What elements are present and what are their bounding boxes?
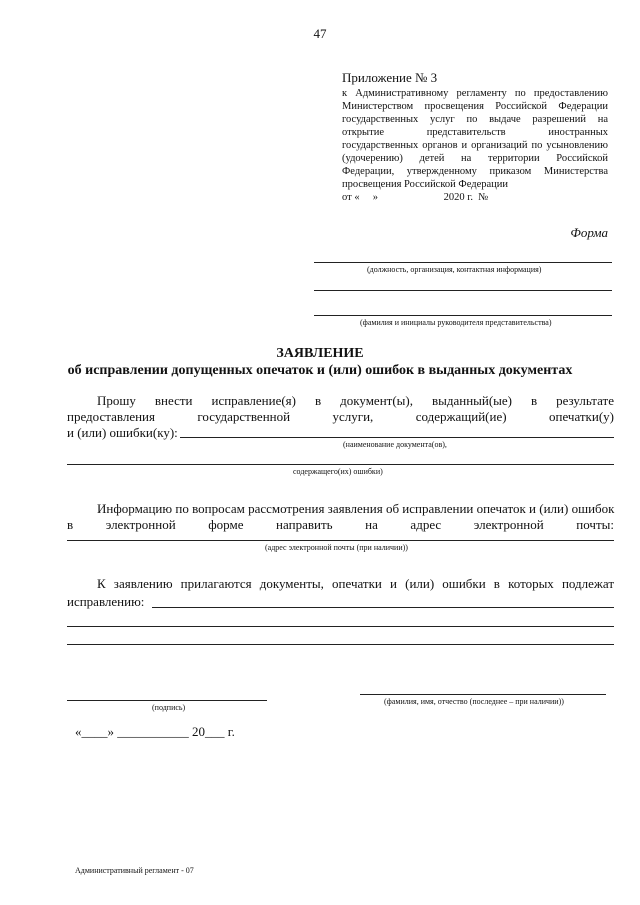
name-caption: (фамилия, имя, отчество (последнее – при наличии))	[384, 697, 564, 706]
appendix-line-6: (удочерению) детей на территории Российской	[342, 153, 608, 164]
head-field-line[interactable]	[314, 315, 612, 316]
head-caption: (фамилия и инициалы руководителя представительства)	[360, 318, 552, 327]
request-line-1: Прошу внести исправление(я) в документ(ы), выданный(ые) в результате	[97, 393, 614, 408]
appendix-line-8: просвещения Российской Федерации	[342, 179, 508, 190]
documents-field-line[interactable]	[180, 437, 614, 438]
signature-date-line[interactable]: «____» ___________ 20___ г.	[75, 724, 235, 739]
appendix-line-5: государственных органов и организаций по усыновлению	[342, 140, 608, 151]
extra-field-line[interactable]	[314, 290, 612, 291]
signature-caption: (подпись)	[152, 703, 186, 712]
attachments-field-line-2[interactable]	[67, 626, 614, 627]
page-number: 47	[313, 26, 327, 41]
footer-text: Административный регламент - 07	[75, 866, 194, 875]
document-title: ЗАЯВЛЕНИЕ	[276, 346, 364, 361]
appendix-line-3: государственных услуг по выдаче разрешений на	[342, 114, 608, 125]
appendix-title: Приложение № 3	[342, 70, 438, 85]
email-caption: (адрес электронной почты (при наличии))	[265, 543, 408, 552]
appendix-line-4: открытие представительств иностранных	[342, 127, 608, 138]
attachments-field-line-1[interactable]	[152, 607, 614, 608]
position-field-line[interactable]	[314, 262, 612, 263]
appendix-line-2: Министерством просвещения Российской Федерации	[342, 101, 608, 112]
documents-caption: (наименование документа(ов),	[343, 440, 447, 449]
document-subtitle: об исправлении допущенных опечаток и (или) ошибок в выданных документах	[67, 363, 573, 378]
form-label: Форма	[570, 225, 608, 240]
appendix-line-1: к Административному регламенту по предоставлению	[342, 88, 608, 99]
name-field-line[interactable]	[360, 694, 606, 695]
appendix-date-line: от « » 2020 г. №	[342, 192, 489, 203]
position-caption: (должность, организация, контактная информация)	[367, 265, 542, 274]
email-field-line[interactable]	[67, 540, 614, 541]
attachments-field-line-3[interactable]	[67, 644, 614, 645]
attachments-line-2: исправлению:	[67, 594, 145, 609]
signature-field-line[interactable]	[67, 700, 267, 701]
info-line-1: Информацию по вопросам рассмотрения заявления об исправлении опечаток и (или) ошибок	[97, 501, 615, 516]
info-line-2: в электронной форме направить на адрес электронной почты:	[67, 517, 614, 532]
attachments-line-1: К заявлению прилагаются документы, опечатки и (или) ошибки в которых подлежат	[97, 576, 614, 591]
errors-field-line[interactable]	[67, 464, 614, 465]
appendix-line-7: Федерации, утвержденному приказом Министерства	[342, 166, 608, 177]
request-line-3: и (или) ошибки(ку):	[67, 425, 178, 440]
request-line-2: предоставления государственной услуги, содержащий(ие) опечатки(у)	[67, 409, 614, 424]
errors-caption: содержащего(их) ошибки)	[293, 467, 383, 476]
